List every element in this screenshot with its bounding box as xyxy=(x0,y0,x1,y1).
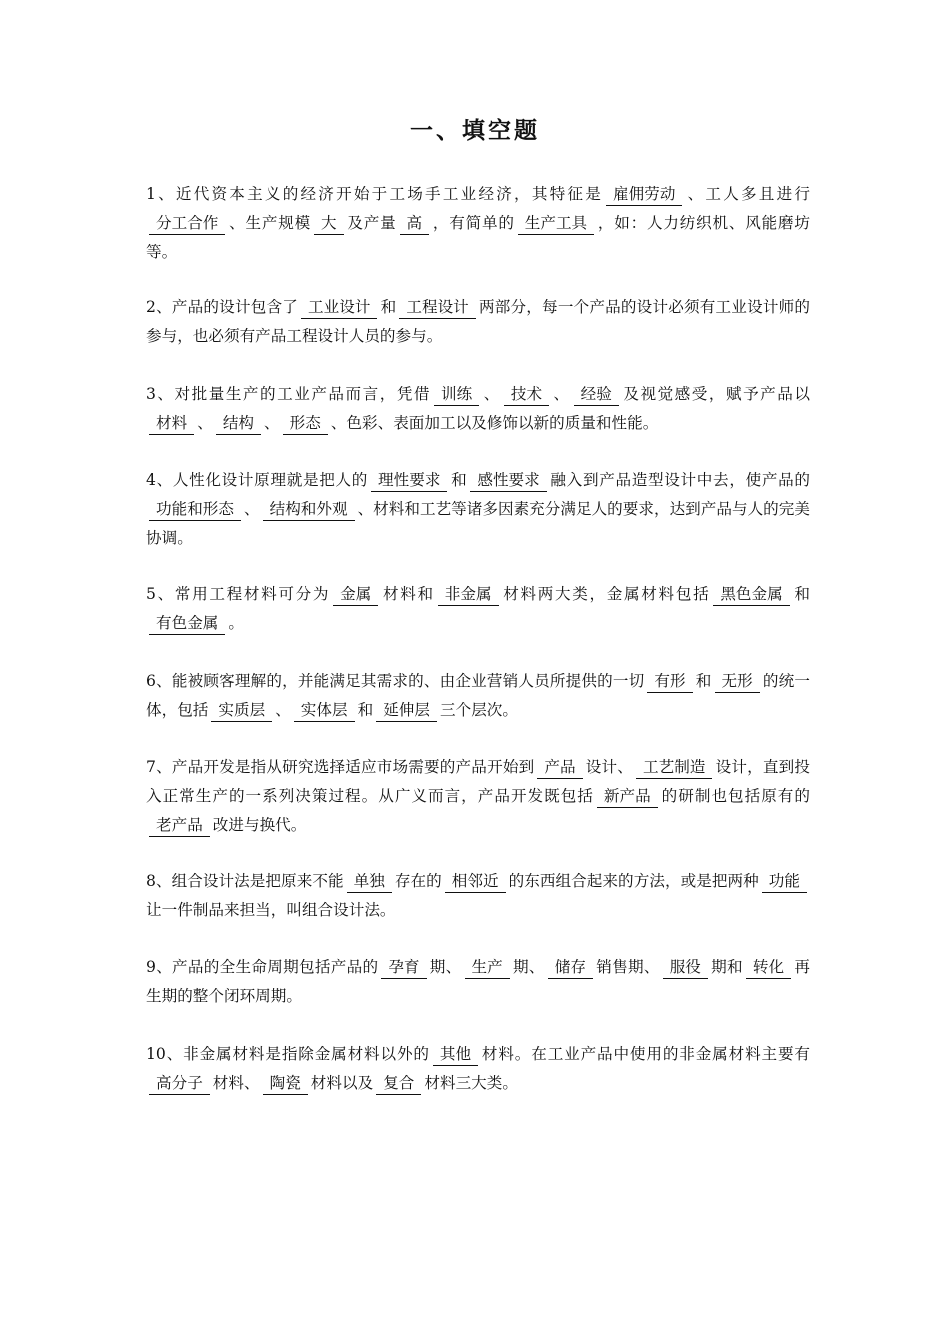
answer-blank: 工业设计 xyxy=(301,296,377,319)
question-text: 改进与换代。 xyxy=(212,816,307,834)
answer-blank: 高 xyxy=(400,212,430,235)
question-2 xyxy=(146,293,810,351)
question-text: 2、产品的设计包含了 xyxy=(146,298,299,316)
answer-blank: 单独 xyxy=(347,870,392,893)
answer-blank: 无形 xyxy=(715,670,760,693)
answer-blank: 生产 xyxy=(465,956,510,979)
question-text: 和 xyxy=(450,471,468,489)
question-text: 7、产品开发是指从研究选择适应市场需要的产品开始到 xyxy=(146,758,535,776)
answer-blank: 其他 xyxy=(433,1043,478,1066)
question-8 xyxy=(146,867,810,925)
question-text: 。 xyxy=(228,614,244,632)
answer-blank: 非金属 xyxy=(438,583,499,606)
answer-blank: 形态 xyxy=(283,412,328,435)
question-text: 和 xyxy=(380,298,397,316)
answer-blank: 功能和形态 xyxy=(149,498,241,521)
answer-blank: 技术 xyxy=(504,383,549,406)
question-text: 5、常用工程材料可分为 xyxy=(146,585,331,603)
answer-blank: 结构和外观 xyxy=(263,498,355,521)
question-text: 材料以及 xyxy=(310,1074,374,1092)
answer-blank: 感性要求 xyxy=(470,469,546,492)
answer-blank: 工程设计 xyxy=(399,296,475,319)
answer-blank: 转化 xyxy=(746,956,791,979)
question-text: 两部分，每一个产品的设计必须有工业设计师的参与，也必须有产品工程设计人员的参与。 xyxy=(146,298,810,345)
question-text: 设计，直到投入正常生产的一系列决策过程。从广义而言，产品开发既包括 xyxy=(146,758,810,805)
question-text: 、材料和工艺等诸多因素充分满足人的要求，达到产品与人的完美协调。 xyxy=(146,500,810,547)
question-text: 材料和 xyxy=(381,585,435,603)
answer-blank: 训练 xyxy=(434,383,479,406)
question-text: 销售期、 xyxy=(595,958,660,976)
question-text: 、 xyxy=(197,414,213,432)
question-text: 融入到产品造型设计中去，使产品的 xyxy=(549,471,810,489)
question-text: 设计、 xyxy=(585,758,634,776)
question-text: 、 xyxy=(275,701,291,719)
question-text: 9、产品的全生命周期包括产品的 xyxy=(146,958,379,976)
answer-blank: 理性要求 xyxy=(371,469,447,492)
question-text: 10、非金属材料是指除金属材料以外的 xyxy=(146,1045,430,1063)
answer-blank: 储存 xyxy=(548,956,593,979)
question-text: 、色彩、表面加工以及修饰以新的质量和性能。 xyxy=(330,414,659,432)
answer-blank: 黑色金属 xyxy=(713,583,789,606)
question-4 xyxy=(146,466,810,553)
question-7 xyxy=(146,753,810,840)
question-text: 期和 xyxy=(710,958,743,976)
answer-blank: 大 xyxy=(314,212,344,235)
answer-blank: 新产品 xyxy=(597,785,658,808)
question-text: 的统一体，包括 xyxy=(146,672,810,719)
question-text: 6、能被顾客理解的，并能满足其需求的、由企业营销人员所提供的一切 xyxy=(146,672,645,690)
question-text: 及产量 xyxy=(346,214,397,232)
question-text: 期、 xyxy=(512,958,545,976)
answer-blank: 生产工具 xyxy=(518,212,594,235)
question-text: 及视觉感受，赋予产品以 xyxy=(621,385,810,403)
question-text: ，有简单的 xyxy=(432,214,515,232)
question-text: 再生期的整个闭环周期。 xyxy=(146,958,810,1005)
answer-blank: 老产品 xyxy=(149,814,210,837)
question-text: 材料三大类。 xyxy=(424,1074,518,1092)
answer-blank: 有色金属 xyxy=(149,612,225,635)
answer-blank: 实质层 xyxy=(211,699,272,722)
question-5 xyxy=(146,580,810,638)
answer-blank: 延伸层 xyxy=(376,699,437,722)
question-text: 和 xyxy=(357,701,374,719)
question-text: 和 xyxy=(695,672,712,690)
question-text: 的东西组合起来的方法，或是把两种 xyxy=(508,872,759,890)
answer-blank: 陶瓷 xyxy=(263,1072,308,1095)
answer-blank: 金属 xyxy=(333,583,378,606)
answer-blank: 高分子 xyxy=(149,1072,210,1095)
answer-blank: 材料 xyxy=(149,412,194,435)
question-text: 的研制也包括原有的 xyxy=(660,787,810,805)
answer-blank: 服役 xyxy=(663,956,708,979)
question-text: 材料、 xyxy=(212,1074,260,1092)
question-text: 和 xyxy=(792,585,810,603)
answer-blank: 孕育 xyxy=(381,956,426,979)
question-text: 、生产规模 xyxy=(228,214,312,232)
question-text: 、 xyxy=(552,385,571,403)
question-text: 、 xyxy=(243,500,260,518)
question-9 xyxy=(146,953,810,1011)
question-text: 让一件制品来担当，叫组合设计法。 xyxy=(146,901,396,919)
answer-blank: 复合 xyxy=(376,1072,421,1095)
answer-blank: 雇佣劳动 xyxy=(606,183,682,206)
question-text: 、工人多且进行 xyxy=(685,185,810,203)
question-text: 、 xyxy=(264,414,280,432)
answer-blank: 经验 xyxy=(574,383,619,406)
answer-blank: 有形 xyxy=(647,670,692,693)
question-3 xyxy=(146,380,810,438)
answer-blank: 产品 xyxy=(537,756,582,779)
page-title: 一、填空题 xyxy=(410,118,540,144)
question-text: 3、对批量生产的工业产品而言，凭借 xyxy=(146,385,432,403)
question-6 xyxy=(146,667,810,725)
answer-blank: 结构 xyxy=(216,412,261,435)
question-text: 4、人性化设计原理就是把人的 xyxy=(146,471,369,489)
answer-blank: 分工合作 xyxy=(149,212,225,235)
question-text: 三个层次。 xyxy=(440,701,518,719)
answer-blank: 功能 xyxy=(762,870,807,893)
answer-blank: 工艺制造 xyxy=(636,756,712,779)
question-text: 1、近代资本主义的经济开始于工场手工业经济，其特征是 xyxy=(146,185,604,203)
question-text: 材料。在工业产品中使用的非金属材料主要有 xyxy=(481,1045,810,1063)
question-text: 存在的 xyxy=(394,872,442,890)
question-text: 期、 xyxy=(429,958,462,976)
question-text: 材料两大类，金属材料包括 xyxy=(501,585,711,603)
question-text: 、 xyxy=(482,385,501,403)
question-text: 8、组合设计法是把原来不能 xyxy=(146,872,344,890)
question-1 xyxy=(146,180,810,267)
answer-blank: 实体层 xyxy=(294,699,355,722)
question-text: ，如：人力纺织机、风能磨坊等。 xyxy=(146,214,810,261)
answer-blank: 相邻近 xyxy=(445,870,506,893)
question-10 xyxy=(146,1040,810,1098)
